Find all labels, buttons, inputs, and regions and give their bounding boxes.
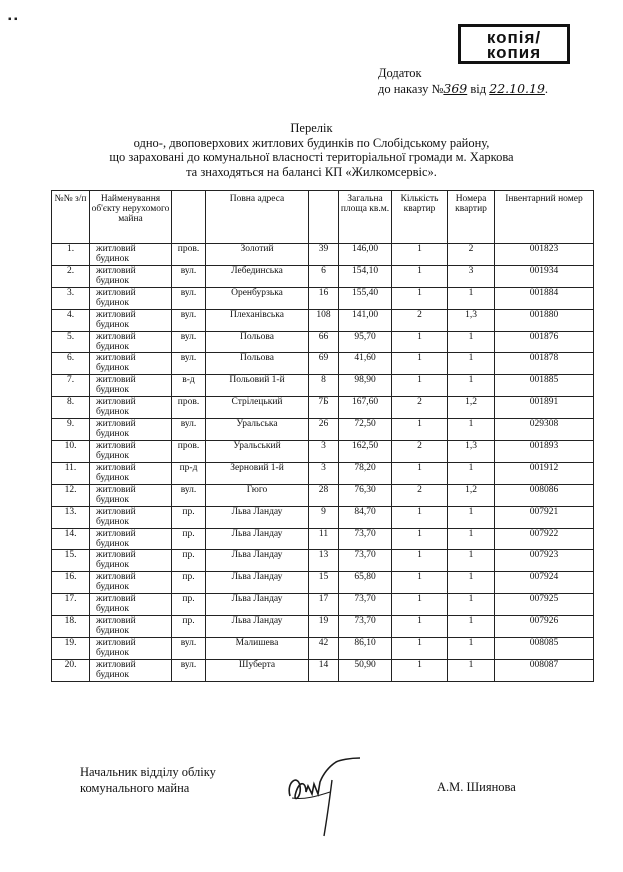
street-type-cell: пров. [172,441,206,463]
copy-stamp [458,24,570,64]
row-number-cell: 5. [52,331,90,353]
street-type-cell: вул. [172,309,206,331]
table-row [52,572,594,594]
table-row [52,419,594,441]
total-area-cell: 73,70 [339,528,392,550]
row-number-cell: 19. [52,638,90,660]
street-type-cell: пр. [172,506,206,528]
street-name-cell: Золотий [206,244,309,266]
total-area-cell: 73,70 [339,616,392,638]
object-name-cell: житловий будинок [90,309,172,331]
title-line-2: одно-, двоповерхових житлових будинків по Слобідському району, [133,135,490,150]
object-name-cell: житловий будинок [90,331,172,353]
position-line-2: комунального майна [80,781,190,795]
total-area-cell: 76,30 [339,484,392,506]
street-name-cell: Польова [206,353,309,375]
scan-marks: ▪ ▪ [8,14,18,25]
house-number-cell: 7Б [309,397,339,419]
inventory-number-cell: 029308 [495,419,594,441]
street-name-cell: Лебединська [206,265,309,287]
table-row [52,287,594,309]
row-number-cell: 8. [52,397,90,419]
row-number-cell: 18. [52,616,90,638]
street-type-cell: вул. [172,287,206,309]
table-row [52,616,594,638]
apartment-numbers-cell: 1 [448,375,495,397]
row-number-cell: 9. [52,419,90,441]
apartment-numbers-cell: 1 [448,506,495,528]
apartment-count-cell: 1 [392,659,448,681]
inventory-number-cell: 008086 [495,484,594,506]
title-line-4: та знаходяться на балансі КП «Жилкомсервіс». [186,164,437,179]
street-type-cell: в-д [172,375,206,397]
apartment-numbers-cell: 1,2 [448,484,495,506]
table-row [52,506,594,528]
house-number-cell: 26 [309,419,339,441]
total-area-cell: 154,10 [339,265,392,287]
inventory-number-cell: 007921 [495,506,594,528]
row-number-cell: 14. [52,528,90,550]
row-number-cell: 7. [52,375,90,397]
total-area-cell: 162,50 [339,441,392,463]
table-row [52,659,594,681]
order-number: 369 [443,81,468,96]
street-type-cell: вул. [172,638,206,660]
stamp-line-2: копия [486,43,542,62]
row-number-cell: 4. [52,309,90,331]
order-suffix: . [544,82,549,96]
house-number-cell: 16 [309,287,339,309]
table-row [52,550,594,572]
apartment-numbers-cell: 1 [448,528,495,550]
table-row [52,375,594,397]
total-area-cell: 65,80 [339,572,392,594]
inventory-number-cell: 001878 [495,353,594,375]
row-number-cell: 15. [52,550,90,572]
street-name-cell: Льва Ландау [206,594,309,616]
signatory-position [80,764,216,796]
street-type-cell: вул. [172,331,206,353]
object-name-cell: житловий будинок [90,397,172,419]
object-name-cell: житловий будинок [90,528,172,550]
header-cell: Загальна площа кв.м. [339,191,392,244]
header-cell: Повна адреса [206,191,309,244]
house-number-cell: 19 [309,616,339,638]
apartment-numbers-cell: 1,3 [448,309,495,331]
street-name-cell: Плеханівська [206,309,309,331]
row-number-cell: 2. [52,265,90,287]
street-type-cell: пров. [172,244,206,266]
street-type-cell: пр. [172,572,206,594]
row-number-cell: 6. [52,353,90,375]
total-area-cell: 146,00 [339,244,392,266]
apartment-numbers-cell: 1 [448,616,495,638]
house-number-cell: 11 [309,528,339,550]
street-name-cell: Льва Ландау [206,528,309,550]
house-number-cell: 13 [309,550,339,572]
apartment-numbers-cell: 1 [448,572,495,594]
house-number-cell: 39 [309,244,339,266]
total-area-cell: 78,20 [339,462,392,484]
street-name-cell: Льва Ландау [206,572,309,594]
apartment-count-cell: 1 [392,265,448,287]
object-name-cell: житловий будинок [90,506,172,528]
inventory-number-cell: 007922 [495,528,594,550]
inventory-number-cell: 007924 [495,572,594,594]
apartment-numbers-cell: 1 [448,638,495,660]
row-number-cell: 11. [52,462,90,484]
object-name-cell: житловий будинок [90,419,172,441]
object-name-cell: житловий будинок [90,244,172,266]
table-header-row [52,191,594,244]
inventory-number-cell: 007923 [495,550,594,572]
header-cell: №№ з/п [52,191,90,244]
appendix-label: Додаток [378,66,422,80]
row-number-cell: 13. [52,506,90,528]
street-type-cell: вул. [172,484,206,506]
house-number-cell: 108 [309,309,339,331]
row-number-cell: 20. [52,659,90,681]
row-number-cell: 1. [52,244,90,266]
table-row [52,594,594,616]
handwritten-signature [284,752,364,840]
signatory-name: А.М. Шиянова [437,780,516,794]
table-row [52,484,594,506]
inventory-number-cell: 001884 [495,287,594,309]
table-row [52,265,594,287]
position-line-1: Начальник відділу обліку [80,765,216,779]
street-name-cell: Льва Ландау [206,550,309,572]
row-number-cell: 12. [52,484,90,506]
total-area-cell: 72,50 [339,419,392,441]
inventory-number-cell: 001912 [495,462,594,484]
street-name-cell: Польовий 1-й [206,375,309,397]
object-name-cell: житловий будинок [90,594,172,616]
table-row [52,528,594,550]
title-line-1: Перелік [290,121,333,135]
inventory-number-cell: 001885 [495,375,594,397]
street-type-cell: вул. [172,659,206,681]
row-number-cell: 17. [52,594,90,616]
document-title [0,121,623,179]
apartment-numbers-cell: 1 [448,331,495,353]
apartment-numbers-cell: 3 [448,265,495,287]
object-name-cell: житловий будинок [90,572,172,594]
house-number-cell: 14 [309,659,339,681]
object-name-cell: житловий будинок [90,265,172,287]
apartment-numbers-cell: 1 [448,353,495,375]
object-name-cell: житловий будинок [90,462,172,484]
apartment-numbers-cell: 1 [448,287,495,309]
inventory-number-cell: 008085 [495,638,594,660]
apartment-count-cell: 2 [392,397,448,419]
stamp-line-1: копія/ [486,28,542,47]
order-reference [378,81,548,97]
total-area-cell: 141,00 [339,309,392,331]
header-cell: Найменування об'єкту нерухомого майна [90,191,172,244]
apartment-numbers-cell: 1,2 [448,397,495,419]
inventory-number-cell: 001880 [495,309,594,331]
order-mid: від [467,82,490,96]
apartment-count-cell: 1 [392,572,448,594]
street-type-cell: пр. [172,616,206,638]
apartment-count-cell: 1 [392,506,448,528]
apartment-count-cell: 2 [392,484,448,506]
inventory-number-cell: 008087 [495,659,594,681]
object-name-cell: житловий будинок [90,550,172,572]
inventory-number-cell: 007926 [495,616,594,638]
apartment-count-cell: 1 [392,419,448,441]
apartment-count-cell: 1 [392,594,448,616]
header-cell: Номера квартир [448,191,495,244]
row-number-cell: 3. [52,287,90,309]
object-name-cell: житловий будинок [90,484,172,506]
street-name-cell: Зерновий 1-й [206,462,309,484]
total-area-cell: 73,70 [339,594,392,616]
order-prefix: до наказу № [378,82,444,96]
house-number-cell: 28 [309,484,339,506]
apartment-count-cell: 1 [392,353,448,375]
apartment-numbers-cell: 2 [448,244,495,266]
object-name-cell: житловий будинок [90,287,172,309]
apartment-count-cell: 1 [392,287,448,309]
table-row [52,397,594,419]
apartment-count-cell: 1 [392,528,448,550]
house-number-cell: 3 [309,462,339,484]
house-number-cell: 9 [309,506,339,528]
table-row [52,309,594,331]
apartment-count-cell: 1 [392,244,448,266]
inventory-number-cell: 001893 [495,441,594,463]
street-name-cell: Стрілецький [206,397,309,419]
total-area-cell: 50,90 [339,659,392,681]
row-number-cell: 16. [52,572,90,594]
header-cell [309,191,339,244]
street-name-cell: Шуберта [206,659,309,681]
inventory-number-cell: 001823 [495,244,594,266]
object-name-cell: житловий будинок [90,638,172,660]
inventory-number-cell: 001891 [495,397,594,419]
house-number-cell: 66 [309,331,339,353]
object-name-cell: житловий будинок [90,441,172,463]
street-name-cell: Малишева [206,638,309,660]
table-row [52,331,594,353]
house-number-cell: 3 [309,441,339,463]
title-line-3: що зараховані до комунальної власності територіальної громади м. Харкова [109,150,514,164]
total-area-cell: 86,10 [339,638,392,660]
street-name-cell: Гюго [206,484,309,506]
appendix-block [378,66,548,97]
apartment-count-cell: 1 [392,375,448,397]
street-name-cell: Уральська [206,419,309,441]
row-number-cell: 10. [52,441,90,463]
inventory-number-cell: 001876 [495,331,594,353]
apartment-numbers-cell: 1 [448,594,495,616]
house-number-cell: 42 [309,638,339,660]
object-name-cell: житловий будинок [90,375,172,397]
header-cell [172,191,206,244]
apartment-count-cell: 1 [392,550,448,572]
street-type-cell: вул. [172,353,206,375]
apartment-count-cell: 1 [392,616,448,638]
header-cell: Інвентарний номер [495,191,594,244]
total-area-cell: 73,70 [339,550,392,572]
street-type-cell: пр. [172,594,206,616]
apartment-numbers-cell: 1 [448,462,495,484]
total-area-cell: 41,60 [339,353,392,375]
street-type-cell: пр. [172,550,206,572]
table-row [52,441,594,463]
apartment-count-cell: 1 [392,331,448,353]
total-area-cell: 95,70 [339,331,392,353]
table-row [52,462,594,484]
street-name-cell: Польова [206,331,309,353]
table-row [52,244,594,266]
total-area-cell: 155,40 [339,287,392,309]
apartment-numbers-cell: 1 [448,419,495,441]
house-number-cell: 17 [309,594,339,616]
header-cell: Кількість квартир [392,191,448,244]
inventory-number-cell: 007925 [495,594,594,616]
apartment-count-cell: 1 [392,638,448,660]
apartment-count-cell: 2 [392,441,448,463]
street-name-cell: Льва Ландау [206,506,309,528]
object-name-cell: житловий будинок [90,353,172,375]
table-row [52,353,594,375]
street-name-cell: Оренбурзька [206,287,309,309]
total-area-cell: 167,60 [339,397,392,419]
table-row [52,638,594,660]
buildings-table [51,190,594,682]
object-name-cell: житловий будинок [90,616,172,638]
house-number-cell: 15 [309,572,339,594]
street-type-cell: пр. [172,528,206,550]
street-type-cell: пр-д [172,462,206,484]
object-name-cell: житловий будинок [90,659,172,681]
street-name-cell: Льва Ландау [206,616,309,638]
inventory-number-cell: 001934 [495,265,594,287]
apartment-count-cell: 2 [392,309,448,331]
total-area-cell: 84,70 [339,506,392,528]
street-type-cell: вул. [172,265,206,287]
apartment-numbers-cell: 1 [448,659,495,681]
apartment-count-cell: 1 [392,462,448,484]
street-name-cell: Уральський [206,441,309,463]
house-number-cell: 6 [309,265,339,287]
order-date: 22.10.19 [489,81,545,96]
house-number-cell: 8 [309,375,339,397]
house-number-cell: 69 [309,353,339,375]
apartment-numbers-cell: 1,3 [448,441,495,463]
street-type-cell: вул. [172,419,206,441]
total-area-cell: 98,90 [339,375,392,397]
street-type-cell: пров. [172,397,206,419]
apartment-numbers-cell: 1 [448,550,495,572]
